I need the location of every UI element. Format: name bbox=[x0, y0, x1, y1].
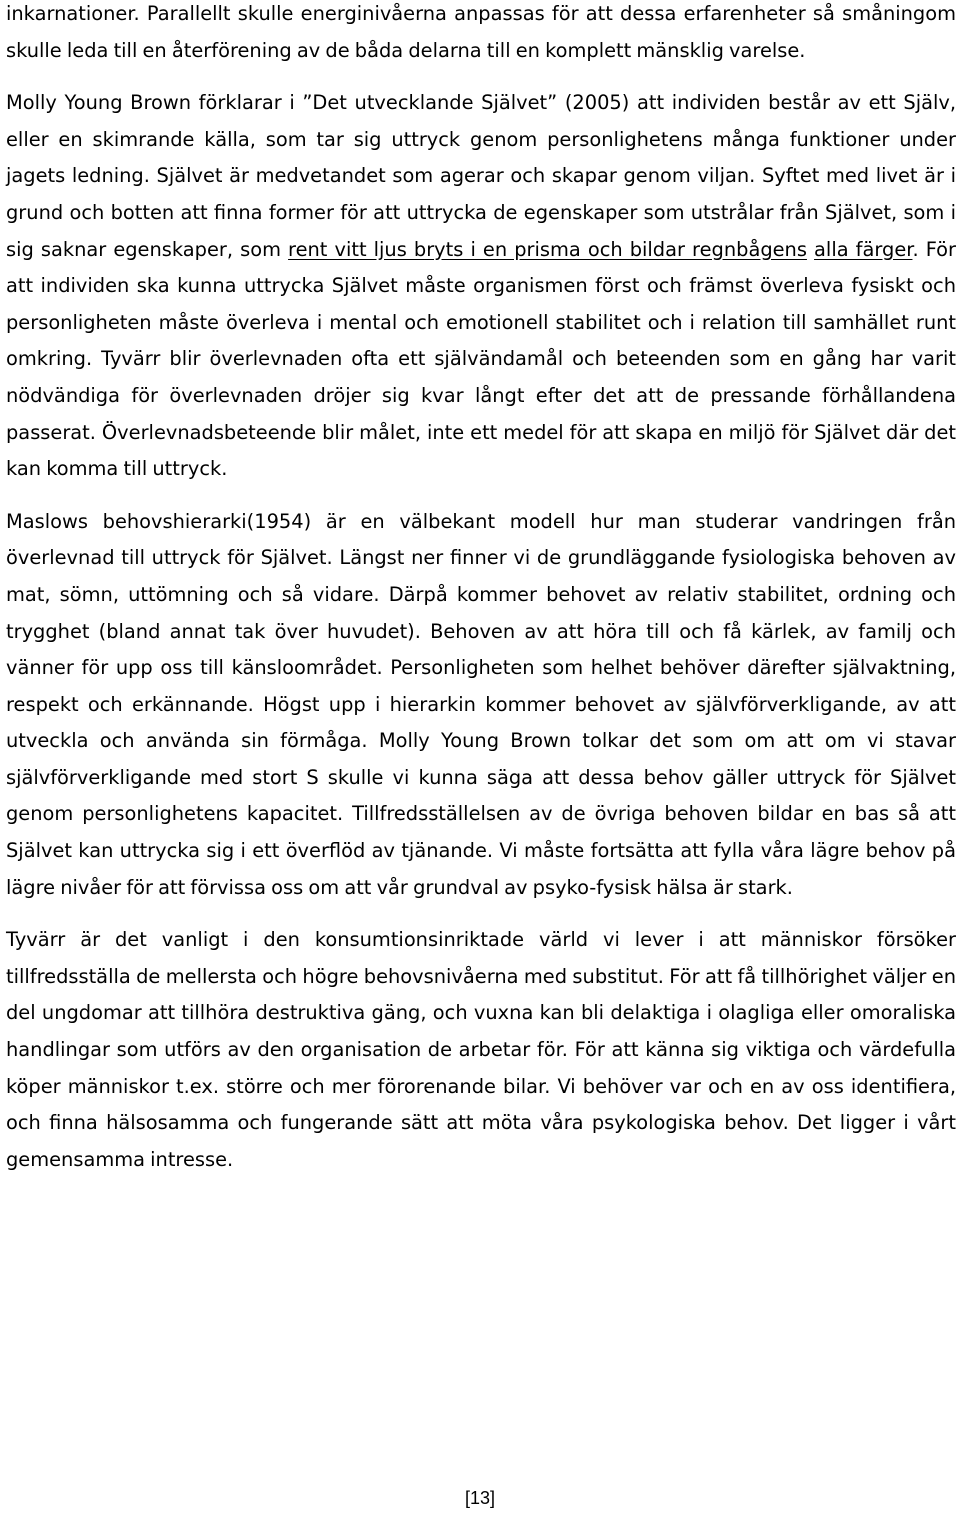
page-number: [13] bbox=[464, 1488, 496, 1508]
paragraph-1-text: inkarnationer. Parallellt skulle energinivåerna anpassas för att dessa erfarenheter så småningom skulle leda till en återförening av de båda delarna till en komplett mänsklig varelse. bbox=[6, 2, 956, 62]
document-page bbox=[6, 0, 956, 1178]
paragraph-1 bbox=[6, 0, 956, 69]
paragraph-2-text-b: . För att individen ska kunna uttrycka Självet måste organismen först och främst överleva fysiskt och personligheten måste överleva i mental och emotionell stabilitet och i relation till samhället runt omkring. Tyvärr blir överlevnaden ofta ett självändamål och beteenden som en gång har varit nödvändiga för överlevnaden dröjer sig kvar långt efter det att de pressande förhållandena passerat. Överlevnadsbeteende blir målet, inte ett medel för att skapa en miljö för Självet där det kan komma till uttryck. bbox=[6, 237, 956, 481]
paragraph-2-text-a: Molly Young Brown förklarar i ”Det utvecklande Självet” (2005) att individen består av ett Själv, eller en skimrande källa, som tar sig uttryck genom personlighetens många funktioner under jagets ledning. Självet är medvetandet som agerar och skapar genom viljan. Syftet med livet är i grund och botten att finna former för att uttrycka de egenskaper som utstrålar från Självet, som i sig saknar egenskaper, som bbox=[6, 91, 956, 261]
paragraph-2 bbox=[6, 85, 956, 488]
paragraph-3 bbox=[6, 504, 956, 907]
paragraph-4-text: Tyvärr är det vanligt i den konsumtionsinriktade värld vi lever i att människor försöker tillfredsställa de mellersta och högre behovsnivåerna med substitut. För att få tillhörighet väljer en del ungdomar att tillhöra destruktiva gäng, och vuxna kan bli delaktiga i olagliga eller omoraliska handlingar som utförs av den organisation de arbetar för. För att känna sig viktiga och värdefulla köper människor t.ex. större och mer förorenande bilar. Vi behöver var och en av oss identifiera, och finna hälsosamma och fungerande sätt att möta våra psykologiska behov. Det ligger i vårt gemensamma intresse. bbox=[6, 928, 956, 1171]
paragraph-2-space bbox=[807, 238, 814, 261]
paragraph-3-text: Maslows behovshierarki(1954) är en välbekant modell hur man studerar vandringen från överlevnad till uttryck för Självet. Längst ner finner vi de grundläggande fysiologiska behoven av mat, sömn, uttömning och så vidare. Därpå kommer behovet av relativ stabilitet, ordning och trygghet (bland annat tak över huvudet). Behoven av att höra till och få kärlek, av familj och vänner för upp oss till känsloområdet. Personligheten som helhet behöver därefter självaktning, respekt och erkännande. Högst upp i hierarkin kommer behovet av självförverkligande, av att utveckla och använda sin förmåga. Molly Young Brown tolkar det som om att om vi stavar självförverkligande med stort S skulle vi kunna säga att dessa behov gäller uttryck för Självet genom personlighetens kapacitet. Tillfredsställelsen av de övriga behoven bildar en bas så att Självet kan uttrycka sig i ett överflöd av tjänande. Vi måste fortsätta att fylla våra lägre behov på lägre nivåer för att förvissa oss om att vår grundval av psyko-fysisk hälsa är stark. bbox=[6, 509, 956, 899]
paragraph-4 bbox=[6, 922, 956, 1178]
underlined-phrase-prisma: rent vitt ljus bryts i en prisma och bildar regnbågens bbox=[288, 237, 807, 261]
underlined-phrase-farger: alla färger bbox=[814, 237, 913, 261]
